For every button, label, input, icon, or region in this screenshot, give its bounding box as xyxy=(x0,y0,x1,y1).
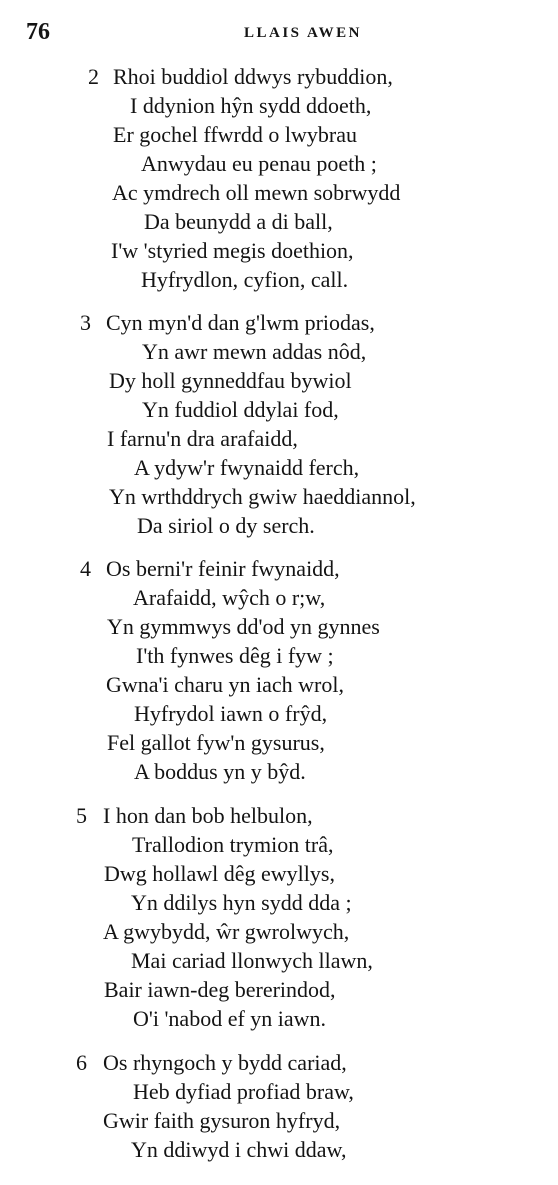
verse-line: Os rhyngoch y bydd cariad, xyxy=(103,1050,347,1075)
verse-line: A ydyw'r fwynaidd ferch, xyxy=(134,455,360,480)
verse-line: Trallodion trymion trâ, xyxy=(132,832,334,857)
verse-line: Ac ymdrech oll mewn sobrwydd xyxy=(112,180,401,205)
verse-line: Bair iawn-deg bererindod, xyxy=(104,977,336,1002)
verse-line: Da beunydd a di ball, xyxy=(144,209,333,234)
verse-line: Cyn myn'd dan g'lwm priodas, xyxy=(106,310,375,335)
stanza-number: 4 xyxy=(80,556,91,581)
verse-line: Mai cariad llonwych llawn, xyxy=(131,948,373,973)
verse-line: Yn awr mewn addas nôd, xyxy=(142,339,367,364)
verse-line: Hyfrydlon, cyfion, call. xyxy=(141,267,349,292)
verse-line: Yn gymmwys dd'od yn gynnes xyxy=(107,614,380,639)
verse-line: Dy holl gynneddfau bywiol xyxy=(109,368,352,393)
verse-line: Dwg hollawl dêg ewyllys, xyxy=(104,861,335,886)
verse-line: O'i 'nabod ef yn iawn. xyxy=(133,1006,327,1031)
page-number: 76 xyxy=(26,19,50,45)
verse-line: Anwydau eu penau poeth ; xyxy=(141,151,377,176)
verse-line: I ddynion hŷn sydd ddoeth, xyxy=(130,93,372,118)
verse-line: I'th fynwes dêg i fyw ; xyxy=(136,643,334,668)
verse-line: Gwna'i charu yn iach wrol, xyxy=(106,672,344,697)
verse-line: Hyfrydol iawn o frŷd, xyxy=(134,701,328,726)
verse-line: A boddus yn y bŷd. xyxy=(134,759,306,784)
verse-line: I'w 'styried megis doethion, xyxy=(111,238,354,263)
verse-line: Rhoi buddiol ddwys rybuddion, xyxy=(113,64,393,89)
verse-line: Yn ddiwyd i chwi ddaw, xyxy=(131,1137,347,1162)
verse-line: Yn fuddiol ddylai fod, xyxy=(142,397,339,422)
verse-line: I hon dan bob helbulon, xyxy=(103,803,313,828)
verse-line: I farnu'n dra arafaidd, xyxy=(107,426,298,451)
verse-line: A gwybydd, ŵr gwrolwych, xyxy=(103,919,350,944)
verse-line: Heb dyfiad profiad braw, xyxy=(133,1079,354,1104)
verse-line: Da siriol o dy serch. xyxy=(137,513,315,538)
verse-line: Er gochel ffwrdd o lwybrau xyxy=(113,122,357,147)
verse-line: Gwir faith gysuron hyfryd, xyxy=(103,1108,341,1133)
stanza-number: 5 xyxy=(76,803,87,828)
stanza-number: 2 xyxy=(88,64,99,89)
stanza-number: 6 xyxy=(76,1050,87,1075)
verse-line: Yn ddilys hyn sydd dda ; xyxy=(131,890,352,915)
stanza-number: 3 xyxy=(80,310,91,335)
verse-line: Arafaidd, wŷch o r;w, xyxy=(133,585,326,610)
running-title: LLAIS AWEN xyxy=(244,25,362,41)
verse-line: Yn wrthddrych gwiw haeddiannol, xyxy=(109,484,416,509)
verse-line: Os berni'r feinir fwynaidd, xyxy=(106,556,340,581)
verse-line: Fel gallot fyw'n gysurus, xyxy=(107,730,325,755)
